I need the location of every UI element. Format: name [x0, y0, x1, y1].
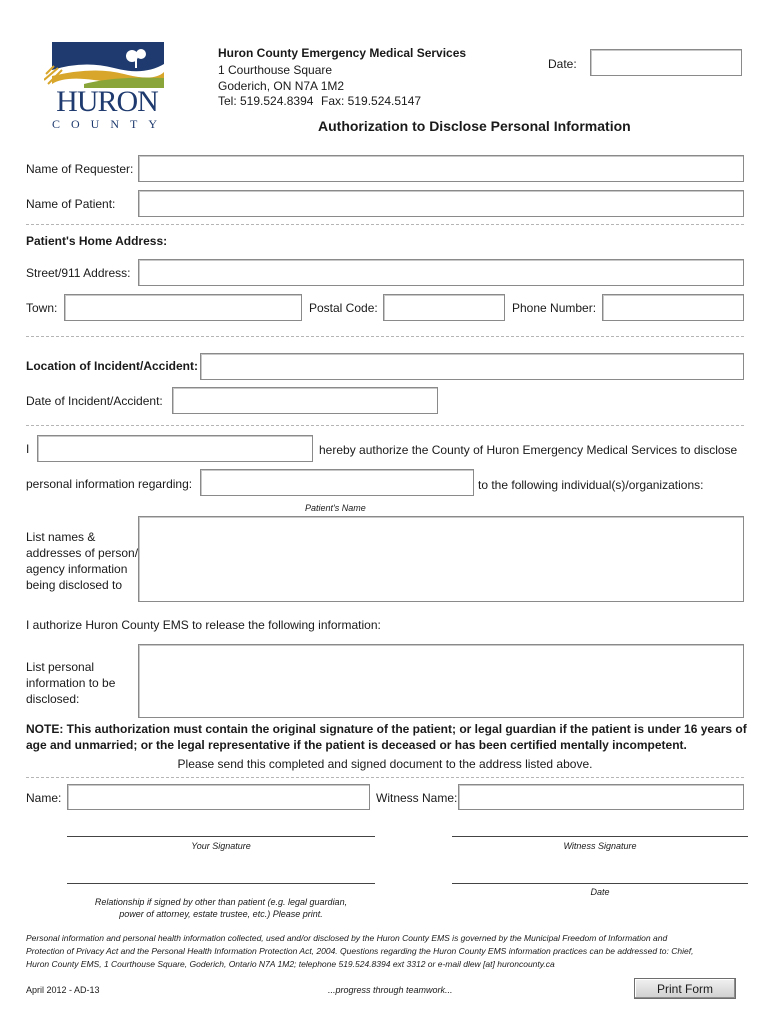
witness-signature-caption: Witness Signature — [563, 841, 637, 851]
postal-code-input[interactable] — [383, 294, 505, 321]
date-caption: Date — [590, 887, 610, 897]
incident-date-label: Date of Incident/Accident: — [26, 394, 163, 408]
street-label: Street/911 Address: — [26, 266, 131, 280]
send-instructions: Please send this completed and signed document to the address listed above. — [177, 757, 593, 771]
org-name: Huron County Emergency Medical Services — [218, 46, 467, 60]
to-following-text: to the following individual(s)/organizations: — [478, 478, 704, 492]
list-names-line: being disclosed to — [26, 578, 123, 592]
personal-info-textarea[interactable] — [138, 644, 744, 718]
note-line: NOTE: This authorization must contain the original signature of the patient; or legal guardian if the patient is under 16 years of — [26, 722, 747, 736]
name-input[interactable] — [67, 784, 370, 810]
town-label: Town: — [26, 301, 58, 315]
street-input[interactable] — [138, 259, 744, 286]
witness-signature-line — [452, 836, 748, 837]
incident-location-label: Location of Incident/Accident: — [26, 359, 199, 373]
relationship-caption-line: Relationship if signed by other than patient (e.g. legal guardian, — [94, 897, 348, 907]
date-line — [452, 883, 748, 884]
logo-name: HURON — [56, 85, 158, 118]
incident-location-input[interactable] — [200, 353, 744, 380]
motto: ...progress through teamwork... — [328, 985, 453, 995]
list-personal-line: disclosed: — [26, 692, 80, 706]
name-label: Name: — [26, 791, 62, 805]
list-personal-label — [26, 659, 115, 707]
org-telephone: Tel: 519.524.8394 — [218, 94, 314, 108]
privacy-line: Protection of Privacy Act and the Personal Health Information Protection Act, 2004. Questions regarding the Huron County EMS information practices can be addressed to: Chief, — [26, 946, 694, 956]
section-divider — [26, 425, 744, 426]
org-fax: Fax: 519.524.5147 — [321, 94, 422, 108]
date-label: Date: — [548, 57, 577, 71]
print-form-button[interactable]: Print Form — [634, 978, 736, 999]
requester-label: Name of Requester: — [26, 162, 134, 176]
incident-date-input[interactable] — [172, 387, 438, 414]
list-names-line: List names & — [26, 530, 96, 544]
authorizer-name-input[interactable] — [37, 435, 313, 462]
huron-county-logo — [44, 40, 168, 132]
privacy-line: Personal information and personal health information collected, used and/or disclosed by the Huron County EMS is governed by the Municipal Freedom of Information and — [26, 933, 668, 943]
phone-label: Phone Number: — [512, 301, 597, 315]
section-divider — [26, 224, 744, 225]
phone-input[interactable] — [602, 294, 744, 321]
form-id: April 2012 - AD-13 — [26, 985, 100, 995]
form-title: Authorization to Disclose Personal Information — [318, 118, 631, 134]
postal-code-label: Postal Code: — [309, 301, 378, 315]
recipients-textarea[interactable] — [138, 516, 744, 602]
section-divider — [26, 336, 744, 337]
your-signature-caption: Your Signature — [191, 841, 251, 851]
release-text: I authorize Huron County EMS to release the following information: — [26, 618, 381, 632]
org-address-line2: Goderich, ON N7A 1M2 — [218, 79, 345, 93]
requester-input[interactable] — [138, 155, 744, 182]
patient-input[interactable] — [138, 190, 744, 217]
list-names-line: agency information — [26, 562, 128, 576]
section-divider — [26, 777, 744, 778]
relationship-line — [67, 883, 375, 884]
list-names-line: addresses of person/ — [26, 546, 139, 560]
home-address-heading: Patient's Home Address: — [26, 234, 168, 248]
logo-sub: COUNTY — [52, 117, 168, 131]
org-address-line1: 1 Courthouse Square — [218, 63, 333, 77]
list-personal-line: information to be — [26, 676, 116, 690]
authorize-i-label: I — [26, 442, 30, 456]
witness-name-input[interactable] — [458, 784, 744, 810]
patients-name-caption: Patient's Name — [305, 503, 366, 513]
regarding-label: personal information regarding: — [26, 477, 193, 491]
witness-name-label: Witness Name: — [376, 791, 458, 805]
patients-name-input[interactable] — [200, 469, 474, 496]
list-personal-line: List personal — [26, 660, 95, 674]
date-input[interactable] — [590, 49, 742, 76]
list-names-label — [26, 529, 138, 593]
patient-label: Name of Patient: — [26, 197, 116, 211]
note-line: age and unmarried; or the legal representative if the patient is deceased or has been certified mentally incompetent. — [26, 738, 687, 752]
privacy-line: Huron County EMS, 1 Courthouse Square, Goderich, Ontario N7A 1M2; telephone 519.524.8394 ext 3312 or e-mail dlew [at] huroncounty.ca — [26, 959, 555, 969]
town-input[interactable] — [64, 294, 302, 321]
authorize-text: hereby authorize the County of Huron Emergency Medical Services to disclose — [319, 443, 738, 457]
relationship-caption-line: power of attorney, estate trustee, etc.) Please print. — [119, 909, 323, 919]
signature-line — [67, 836, 375, 837]
